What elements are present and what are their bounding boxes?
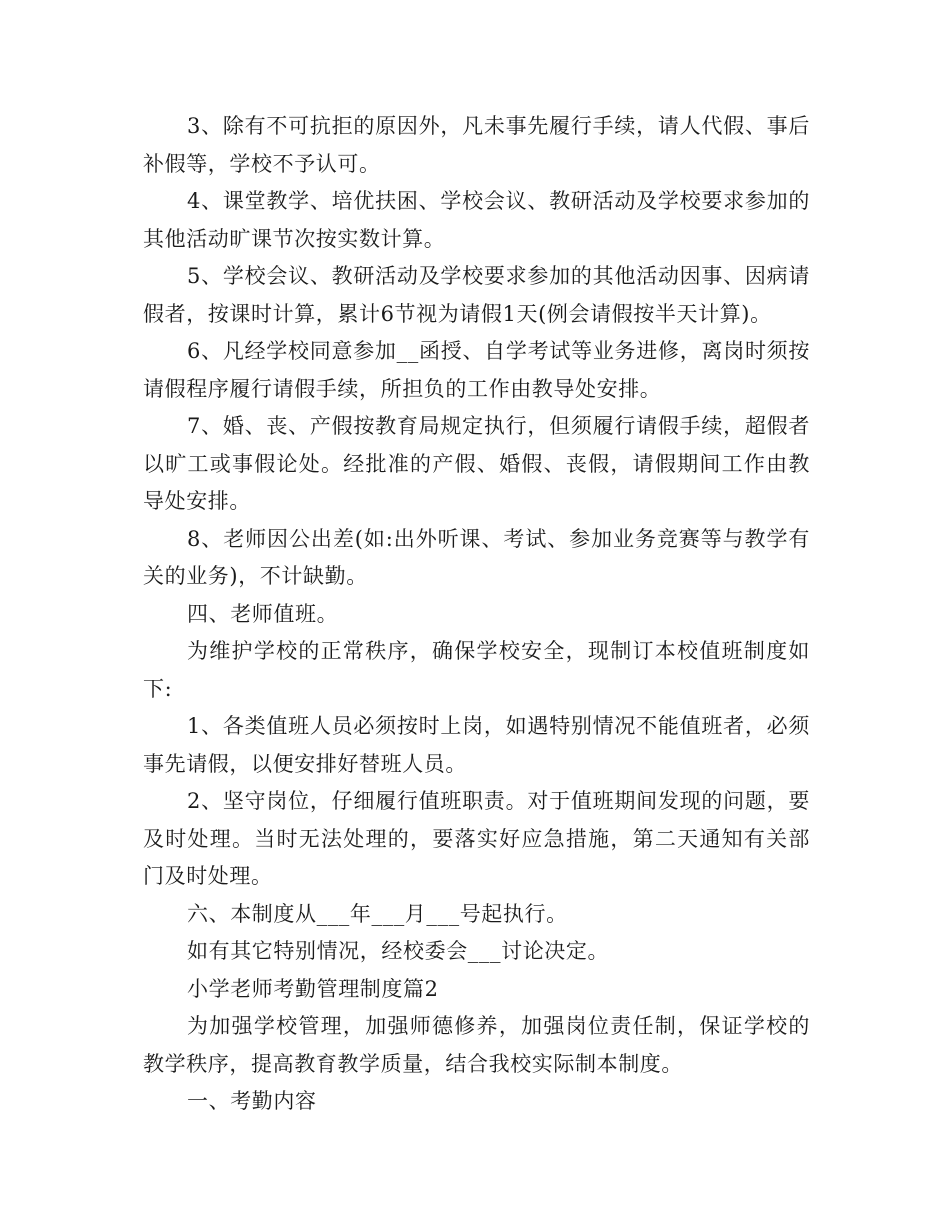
paragraph-rule-8: 8、老师因公出差(如:出外听课、考试、参加业务竞赛等与教学有关的业务)，不计缺勤。	[143, 526, 810, 588]
paragraph-rule-7: 7、婚、丧、产假按教育局规定执行，但须履行请假手续，超假者以旷工或事假论处。经批准的产假、婚假、丧假，请假期间工作由教导处安排。	[143, 414, 810, 513]
paragraph-rule-6: 6、凡经学校同意参加__函授、自学考试等业务进修，离岗时须按请假程序履行请假手续，所担负的工作由教导处安排。	[143, 339, 810, 401]
section-heading-duty: 四、老师值班。	[187, 601, 339, 626]
paragraph-rule-4: 4、课堂教学、培优扶困、学校会议、教研活动及学校要求参加的其他活动旷课节次按实数计算。	[143, 189, 810, 251]
paragraph-duty-2: 2、坚守岗位，仔细履行值班职责。对于值班期间发现的问题，要及时处理。当时无法处理的，要落实好应急措施，第二天通知有关部门及时处理。	[143, 789, 810, 888]
paragraph-special-cases: 如有其它特别情况，经校委会___讨论决定。	[187, 939, 610, 963]
paragraph-rule-3: 3、除有不可抗拒的原因外，凡未事先履行手续，请人代假、事后补假等，学校不予认可。	[143, 114, 810, 176]
paragraph-duty-1: 1、各类值班人员必须按时上岗，如遇特别情况不能值班者，必须事先请假，以便安排好替班人员。	[143, 714, 810, 776]
paragraph-part-2-intro: 为加强学校管理，加强师德修养，加强岗位责任制，保证学校的教学秩序，提高教育教学质量，结合我校实际制本制度。	[143, 1014, 810, 1076]
section-title-part-2: 小学老师考勤管理制度篇2	[187, 976, 439, 1001]
paragraph-rule-5: 5、学校会议、教研活动及学校要求参加的其他活动因事、因病请假者，按课时计算，累计6节视为请假1天(例会请假按半天计算)。	[143, 264, 810, 326]
paragraph-duty-intro: 为维护学校的正常秩序，确保学校安全，现制订本校值班制度如下:	[143, 639, 810, 701]
section-heading-attendance-content: 一、考勤内容	[187, 1089, 317, 1113]
paragraph-effective-date: 六、本制度从___年___月___号起执行。	[187, 901, 568, 926]
